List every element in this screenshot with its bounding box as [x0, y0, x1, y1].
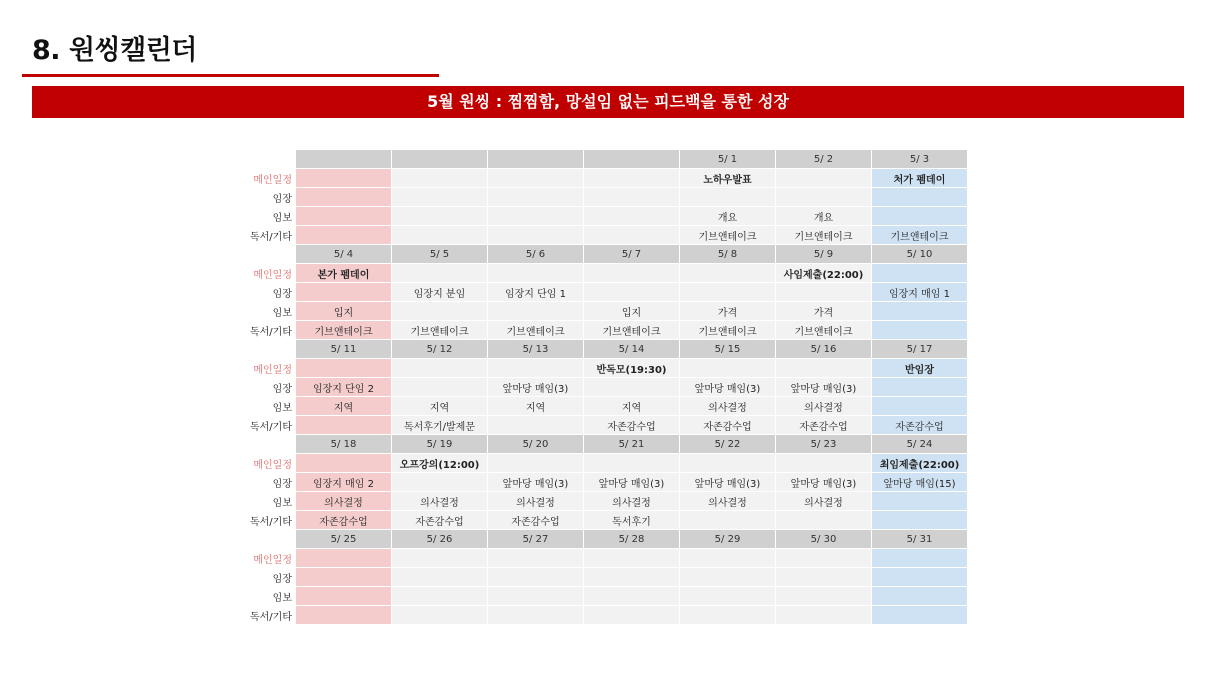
calendar-cell[interactable]: 앞마당 매임(3)	[680, 378, 776, 397]
calendar-cell[interactable]	[392, 587, 488, 606]
calendar-cell[interactable]	[872, 549, 968, 568]
one-thing-calendar	[247, 149, 968, 625]
calendar-row-main	[248, 264, 968, 283]
calendar-cell[interactable]	[680, 587, 776, 606]
date-cell: 5/ 10	[872, 245, 968, 264]
calendar-cell[interactable]	[776, 169, 872, 188]
calendar-cell[interactable]	[776, 568, 872, 587]
calendar-cell[interactable]: 본가 펨데이	[296, 264, 392, 283]
calendar-cell[interactable]: 앞마당 매임(15)	[872, 473, 968, 492]
calendar-cell[interactable]	[872, 606, 968, 625]
calendar-cell[interactable]	[392, 549, 488, 568]
calendar-row-imjang	[248, 568, 968, 587]
title-underline	[22, 74, 439, 77]
calendar-cell[interactable]: 지역	[584, 397, 680, 416]
row-label-empty	[248, 245, 296, 264]
calendar-cell[interactable]: 사임제출(22:00)	[776, 264, 872, 283]
calendar-cell[interactable]	[872, 568, 968, 587]
date-cell: 5/ 19	[392, 435, 488, 454]
calendar-cell[interactable]: 입지	[296, 302, 392, 321]
calendar-cell[interactable]: 의사결정	[680, 397, 776, 416]
calendar-cell[interactable]: 기브앤테이크	[776, 321, 872, 340]
week-date-row	[248, 340, 968, 359]
row-label-imjang: 임장	[248, 188, 296, 207]
calendar-cell[interactable]	[776, 454, 872, 473]
row-label-imbo: 임보	[248, 302, 296, 321]
calendar-cell[interactable]	[584, 568, 680, 587]
calendar-cell[interactable]: 자존감수업	[872, 416, 968, 435]
calendar-cell[interactable]	[776, 359, 872, 378]
calendar-cell[interactable]: 가격	[680, 302, 776, 321]
calendar-cell[interactable]	[680, 264, 776, 283]
row-label-empty	[248, 150, 296, 169]
calendar-cell[interactable]	[296, 568, 392, 587]
page-title: 8. 원씽캘린더	[32, 35, 197, 66]
calendar-row-imbo	[248, 207, 968, 226]
calendar-row-main	[248, 169, 968, 188]
calendar-cell[interactable]	[584, 587, 680, 606]
calendar-cell[interactable]	[488, 359, 584, 378]
calendar-cell[interactable]	[296, 606, 392, 625]
row-label-imbo: 임보	[248, 207, 296, 226]
calendar-cell[interactable]	[392, 378, 488, 397]
calendar-row-main	[248, 549, 968, 568]
date-cell: 5/ 20	[488, 435, 584, 454]
calendar-cell[interactable]: 자존감수업	[488, 511, 584, 530]
calendar-cell[interactable]	[296, 207, 392, 226]
calendar-cell[interactable]	[872, 511, 968, 530]
date-cell: 5/ 29	[680, 530, 776, 549]
date-cell	[584, 150, 680, 169]
row-label-main: 메인일정	[248, 169, 296, 188]
calendar-cell[interactable]: 기브앤테이크	[776, 226, 872, 245]
date-cell: 5/ 24	[872, 435, 968, 454]
calendar-cell[interactable]	[392, 359, 488, 378]
calendar-cell[interactable]	[584, 264, 680, 283]
calendar-row-imbo	[248, 492, 968, 511]
calendar-cell[interactable]	[776, 283, 872, 302]
date-cell: 5/ 2	[776, 150, 872, 169]
row-label-main: 메인일정	[248, 454, 296, 473]
week-date-row	[248, 435, 968, 454]
date-cell: 5/ 9	[776, 245, 872, 264]
calendar-row-imjang	[248, 283, 968, 302]
week-date-row	[248, 150, 968, 169]
calendar-cell[interactable]	[296, 416, 392, 435]
calendar-cell[interactable]	[872, 492, 968, 511]
calendar-cell[interactable]	[584, 606, 680, 625]
row-label-imbo: 임보	[248, 397, 296, 416]
calendar-cell[interactable]: 앞마당 매임(3)	[680, 473, 776, 492]
calendar-cell[interactable]	[776, 606, 872, 625]
calendar-cell[interactable]	[488, 416, 584, 435]
calendar-cell[interactable]: 독서후기/발제문	[392, 416, 488, 435]
row-label-reading: 독서/기타	[248, 511, 296, 530]
row-label-empty	[248, 340, 296, 359]
calendar-row-imbo	[248, 397, 968, 416]
row-label-empty	[248, 530, 296, 549]
calendar-cell[interactable]: 개요	[680, 207, 776, 226]
row-label-empty	[248, 435, 296, 454]
calendar-cell[interactable]	[392, 473, 488, 492]
calendar-cell[interactable]	[680, 606, 776, 625]
calendar-cell[interactable]	[776, 188, 872, 207]
row-label-imjang: 임장	[248, 473, 296, 492]
row-label-reading: 독서/기타	[248, 606, 296, 625]
calendar-cell[interactable]: 임장지 매임 2	[296, 473, 392, 492]
date-cell: 5/ 13	[488, 340, 584, 359]
calendar-cell[interactable]: 기브앤테이크	[392, 321, 488, 340]
calendar-cell[interactable]	[296, 188, 392, 207]
calendar-row-main	[248, 359, 968, 378]
calendar-cell[interactable]: 지역	[392, 397, 488, 416]
calendar-cell[interactable]	[584, 454, 680, 473]
calendar-cell[interactable]	[488, 169, 584, 188]
date-cell: 5/ 3	[872, 150, 968, 169]
calendar-cell[interactable]: 독서후기	[584, 511, 680, 530]
calendar-cell[interactable]: 입지	[584, 302, 680, 321]
calendar-row-main	[248, 454, 968, 473]
calendar-cell[interactable]: 처가 펨데이	[872, 169, 968, 188]
calendar-cell[interactable]: 자존감수업	[680, 416, 776, 435]
calendar-cell[interactable]	[392, 264, 488, 283]
calendar-cell[interactable]	[680, 511, 776, 530]
calendar-cell[interactable]	[680, 568, 776, 587]
calendar-cell[interactable]	[488, 207, 584, 226]
calendar-cell[interactable]	[488, 302, 584, 321]
date-cell: 5/ 21	[584, 435, 680, 454]
date-cell: 5/ 26	[392, 530, 488, 549]
calendar-cell[interactable]	[872, 321, 968, 340]
calendar-cell[interactable]: 지역	[488, 397, 584, 416]
calendar-cell[interactable]	[296, 169, 392, 188]
calendar-cell[interactable]	[488, 188, 584, 207]
calendar-row-imjang	[248, 378, 968, 397]
calendar-cell[interactable]: 의사결정	[776, 397, 872, 416]
calendar-cell[interactable]	[872, 207, 968, 226]
date-cell	[296, 150, 392, 169]
row-label-reading: 독서/기타	[248, 226, 296, 245]
date-cell	[488, 150, 584, 169]
calendar-cell[interactable]: 기브앤테이크	[584, 321, 680, 340]
calendar-row-reading	[248, 321, 968, 340]
date-cell: 5/ 12	[392, 340, 488, 359]
date-cell: 5/ 15	[680, 340, 776, 359]
calendar-row-reading	[248, 511, 968, 530]
row-label-main: 메인일정	[248, 549, 296, 568]
row-label-reading: 독서/기타	[248, 416, 296, 435]
calendar-cell[interactable]	[296, 283, 392, 302]
calendar-cell[interactable]	[296, 359, 392, 378]
calendar-cell[interactable]	[584, 226, 680, 245]
calendar-cell[interactable]: 앞마당 매임(3)	[488, 378, 584, 397]
calendar-cell[interactable]: 기브앤테이크	[488, 321, 584, 340]
calendar-row-imbo	[248, 302, 968, 321]
calendar-cell[interactable]: 가격	[776, 302, 872, 321]
calendar-cell[interactable]: 오프강의(12:00)	[392, 454, 488, 473]
calendar-cell[interactable]: 앞마당 매임(3)	[584, 473, 680, 492]
calendar-cell[interactable]	[296, 549, 392, 568]
row-label-imbo: 임보	[248, 492, 296, 511]
calendar-cell[interactable]: 자존감수업	[392, 511, 488, 530]
calendar-cell[interactable]	[680, 549, 776, 568]
calendar-cell[interactable]	[776, 511, 872, 530]
date-cell: 5/ 31	[872, 530, 968, 549]
calendar-cell[interactable]: 개요	[776, 207, 872, 226]
calendar-row-imjang	[248, 188, 968, 207]
calendar-cell[interactable]	[488, 587, 584, 606]
date-cell: 5/ 28	[584, 530, 680, 549]
date-cell: 5/ 16	[776, 340, 872, 359]
calendar-cell[interactable]	[296, 226, 392, 245]
calendar-row-imjang	[248, 473, 968, 492]
calendar-cell[interactable]	[584, 207, 680, 226]
calendar-cell[interactable]: 앞마당 매임(3)	[488, 473, 584, 492]
calendar-cell[interactable]: 자존감수업	[296, 511, 392, 530]
week-date-row	[248, 530, 968, 549]
row-label-imjang: 임장	[248, 283, 296, 302]
calendar-cell[interactable]: 의사결정	[392, 492, 488, 511]
date-cell: 5/ 14	[584, 340, 680, 359]
calendar-cell[interactable]: 지역	[296, 397, 392, 416]
row-label-imbo: 임보	[248, 587, 296, 606]
calendar-row-imbo	[248, 587, 968, 606]
date-cell: 5/ 5	[392, 245, 488, 264]
calendar-cell[interactable]: 임장지 단임 1	[488, 283, 584, 302]
date-cell: 5/ 1	[680, 150, 776, 169]
calendar-cell[interactable]	[488, 226, 584, 245]
calendar-cell[interactable]	[872, 188, 968, 207]
row-label-main: 메인일정	[248, 359, 296, 378]
calendar-cell[interactable]	[584, 283, 680, 302]
date-cell: 5/ 17	[872, 340, 968, 359]
calendar-cell[interactable]: 의사결정	[584, 492, 680, 511]
calendar-cell[interactable]	[392, 226, 488, 245]
row-label-reading: 독서/기타	[248, 321, 296, 340]
calendar-cell[interactable]	[584, 378, 680, 397]
date-cell: 5/ 8	[680, 245, 776, 264]
calendar-cell[interactable]	[584, 549, 680, 568]
calendar-cell[interactable]: 임장지 분임	[392, 283, 488, 302]
calendar-cell[interactable]	[872, 397, 968, 416]
calendar-cell[interactable]	[392, 207, 488, 226]
calendar-cell[interactable]	[680, 454, 776, 473]
date-cell: 5/ 30	[776, 530, 872, 549]
calendar-cell[interactable]: 앞마당 매임(3)	[776, 378, 872, 397]
calendar-cell[interactable]	[872, 302, 968, 321]
calendar-cell[interactable]: 자존감수업	[584, 416, 680, 435]
date-cell: 5/ 6	[488, 245, 584, 264]
date-cell: 5/ 18	[296, 435, 392, 454]
calendar-cell[interactable]: 임장지 매임 1	[872, 283, 968, 302]
calendar-cell[interactable]	[296, 454, 392, 473]
calendar-cell[interactable]	[392, 606, 488, 625]
calendar-cell[interactable]	[488, 549, 584, 568]
date-cell: 5/ 27	[488, 530, 584, 549]
calendar-cell[interactable]: 최임제출(22:00)	[872, 454, 968, 473]
date-cell: 5/ 11	[296, 340, 392, 359]
date-cell: 5/ 4	[296, 245, 392, 264]
calendar-cell[interactable]	[776, 549, 872, 568]
calendar-cell[interactable]: 의사결정	[776, 492, 872, 511]
date-cell: 5/ 22	[680, 435, 776, 454]
calendar-cell[interactable]	[488, 454, 584, 473]
calendar-cell[interactable]	[680, 359, 776, 378]
calendar-cell[interactable]	[488, 264, 584, 283]
calendar-row-reading	[248, 416, 968, 435]
calendar-cell[interactable]	[680, 283, 776, 302]
calendar-cell[interactable]: 반독모(19:30)	[584, 359, 680, 378]
calendar-cell[interactable]: 앞마당 매임(3)	[776, 473, 872, 492]
calendar-cell[interactable]: 기브앤테이크	[296, 321, 392, 340]
calendar-cell[interactable]	[392, 302, 488, 321]
calendar-cell[interactable]: 노하우발표	[680, 169, 776, 188]
calendar-cell[interactable]	[296, 587, 392, 606]
calendar-cell[interactable]	[776, 587, 872, 606]
row-label-imjang: 임장	[248, 378, 296, 397]
week-date-row	[248, 245, 968, 264]
calendar-cell[interactable]	[680, 188, 776, 207]
date-cell: 5/ 25	[296, 530, 392, 549]
date-cell: 5/ 7	[584, 245, 680, 264]
date-cell: 5/ 23	[776, 435, 872, 454]
calendar-cell[interactable]: 기브앤테이크	[680, 226, 776, 245]
calendar-cell[interactable]: 기브앤테이크	[872, 226, 968, 245]
calendar-row-reading	[248, 606, 968, 625]
calendar-cell[interactable]	[872, 587, 968, 606]
row-label-imjang: 임장	[248, 568, 296, 587]
calendar-cell[interactable]	[872, 378, 968, 397]
calendar-row-reading	[248, 226, 968, 245]
calendar-cell[interactable]	[392, 169, 488, 188]
calendar-cell[interactable]	[488, 606, 584, 625]
calendar-cell[interactable]	[872, 264, 968, 283]
calendar-cell[interactable]: 자존감수업	[776, 416, 872, 435]
calendar-cell[interactable]: 의사결정	[680, 492, 776, 511]
calendar-cell[interactable]: 의사결정	[488, 492, 584, 511]
calendar-cell[interactable]	[584, 169, 680, 188]
date-cell	[392, 150, 488, 169]
calendar-cell[interactable]: 임장지 단임 2	[296, 378, 392, 397]
calendar-cell[interactable]	[488, 568, 584, 587]
calendar-cell[interactable]	[584, 188, 680, 207]
row-label-main: 메인일정	[248, 264, 296, 283]
calendar-cell[interactable]: 의사결정	[296, 492, 392, 511]
monthly-theme-banner: 5월 원씽 : 찜찜함, 망설임 없는 피드백을 통한 성장	[32, 86, 1184, 118]
calendar-cell[interactable]	[392, 568, 488, 587]
calendar-cell[interactable]	[392, 188, 488, 207]
calendar-cell[interactable]: 기브앤테이크	[680, 321, 776, 340]
calendar-cell[interactable]: 반임장	[872, 359, 968, 378]
